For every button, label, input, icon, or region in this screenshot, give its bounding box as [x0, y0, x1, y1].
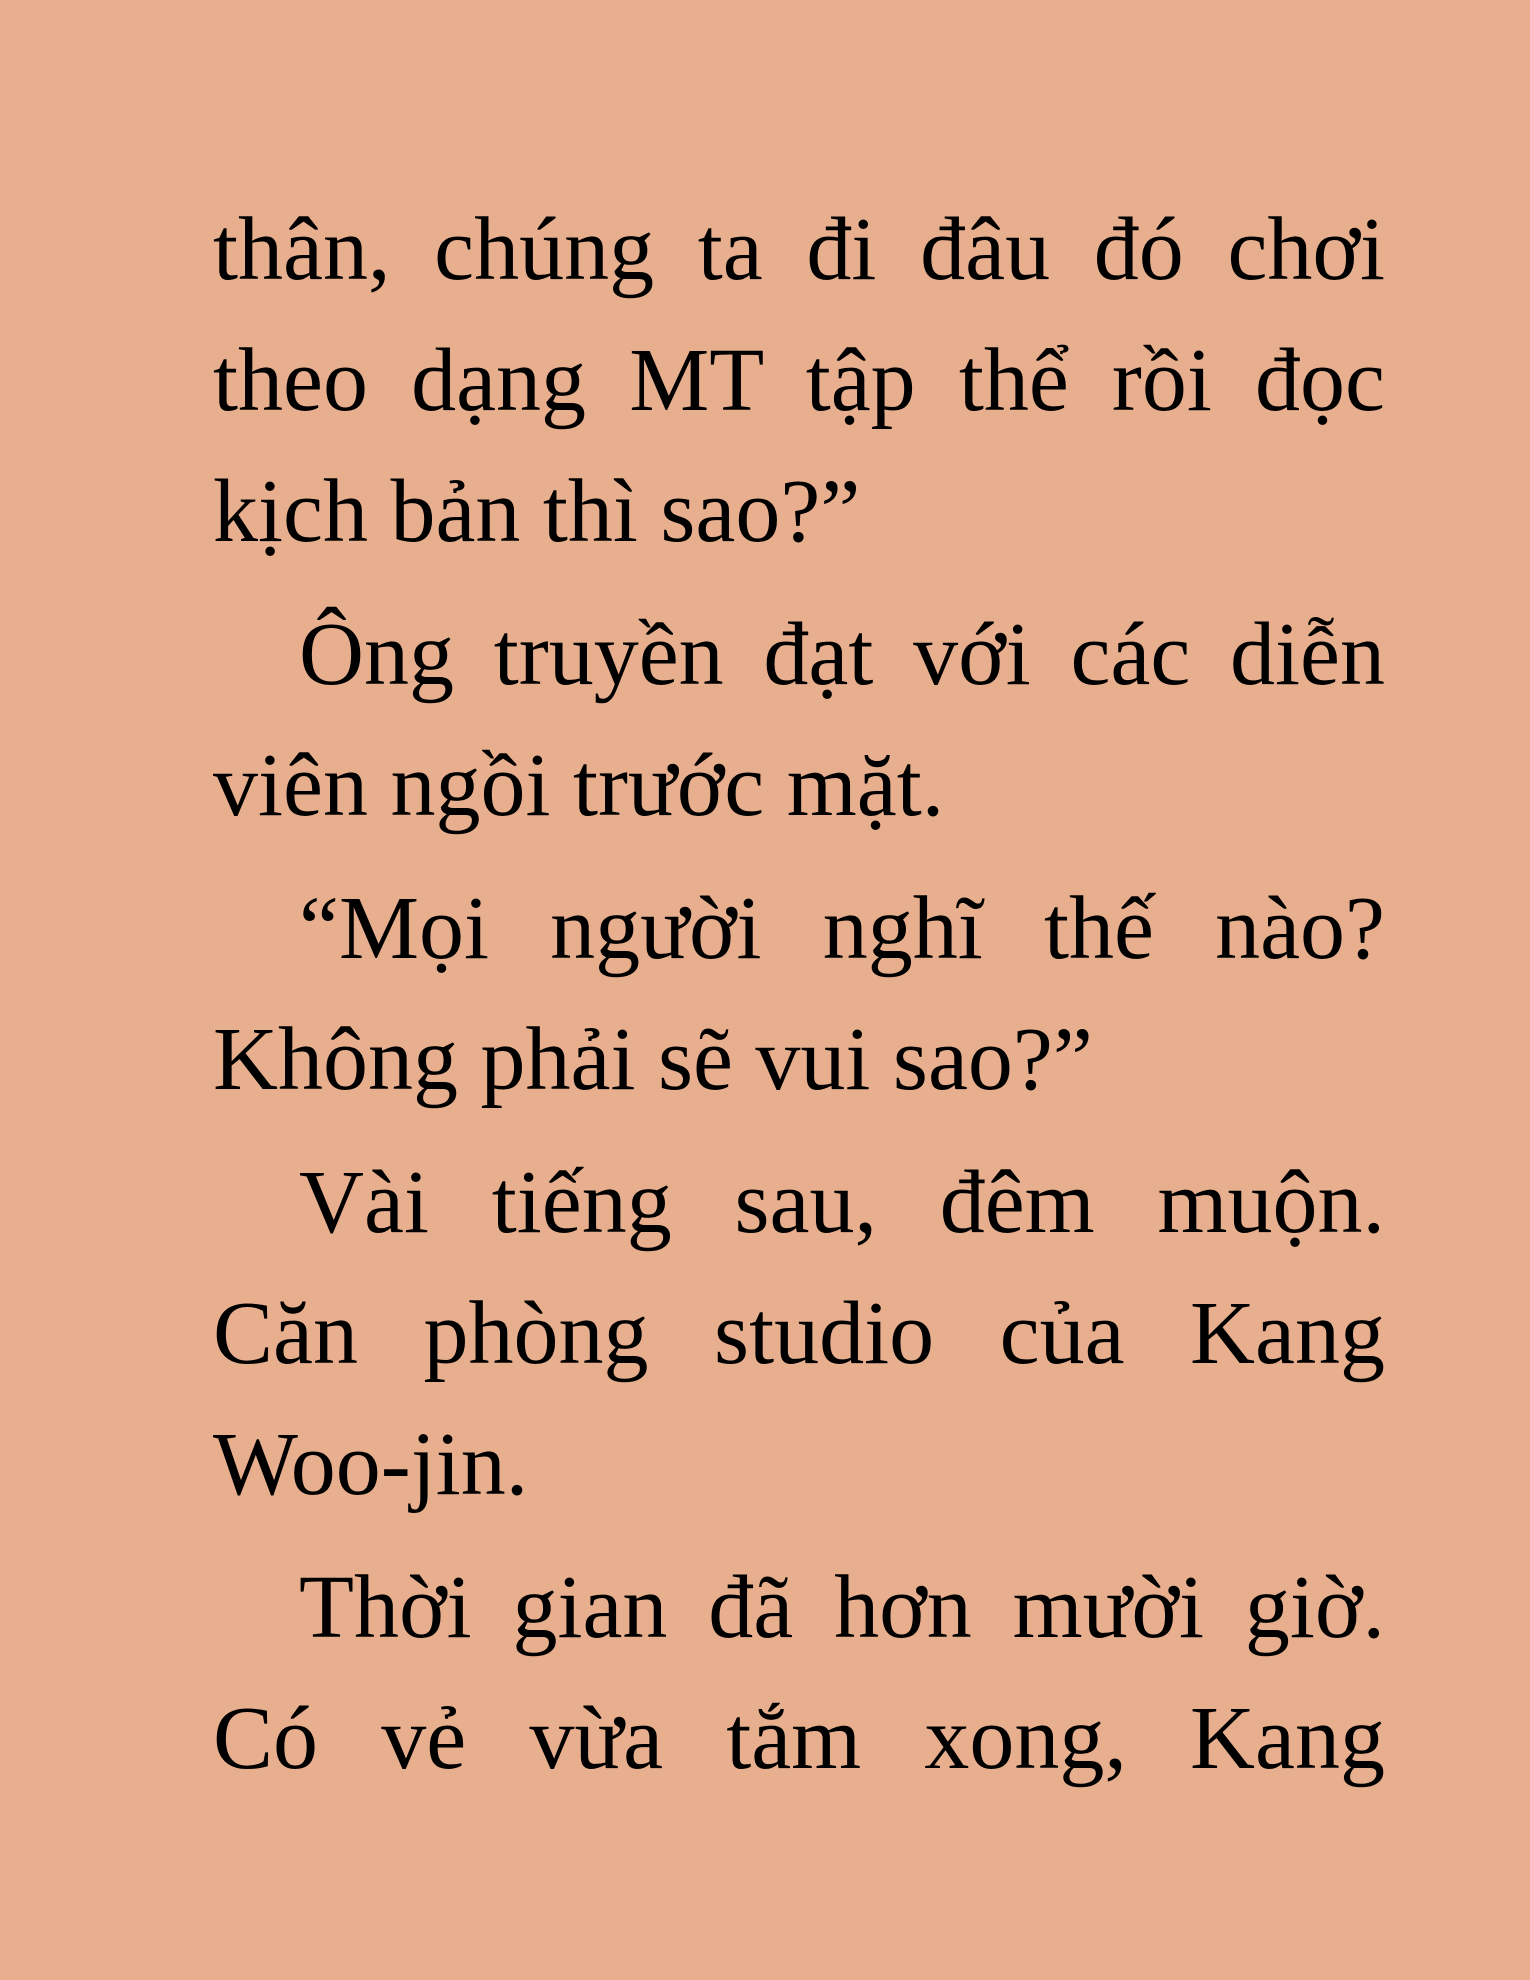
text-line: Không phải sẽ vui sao?”: [213, 1010, 1093, 1109]
text-line: Có vẻ vừa tắm xong, Kang: [213, 1689, 1385, 1788]
text-line: thân, chúng ta đi đâu đó chơi: [213, 200, 1385, 299]
paragraph-4: [213, 1137, 1385, 1530]
text-line: “Mọi người nghĩ thế nào?: [299, 879, 1385, 978]
text-line: Vài tiếng sau, đêm muộn.: [299, 1153, 1385, 1252]
paragraph-5: [213, 1542, 1385, 1804]
text-line: Thời gian đã hơn mười giờ.: [299, 1558, 1385, 1657]
text-line: kịch bản thì sao?”: [213, 462, 861, 561]
text-line: Ông truyền đạt với các diễn: [299, 605, 1385, 704]
text-line: viên ngồi trước mặt.: [213, 736, 945, 835]
text-line: Căn phòng studio của Kang: [213, 1284, 1385, 1383]
text-line: Woo-jin.: [213, 1415, 529, 1514]
text-line: theo dạng MT tập thể rồi đọc: [213, 331, 1385, 430]
paragraph-3: [213, 863, 1385, 1125]
paragraph-2: [213, 589, 1385, 851]
paragraph-1: [213, 184, 1385, 577]
body-text: [213, 184, 1385, 1804]
